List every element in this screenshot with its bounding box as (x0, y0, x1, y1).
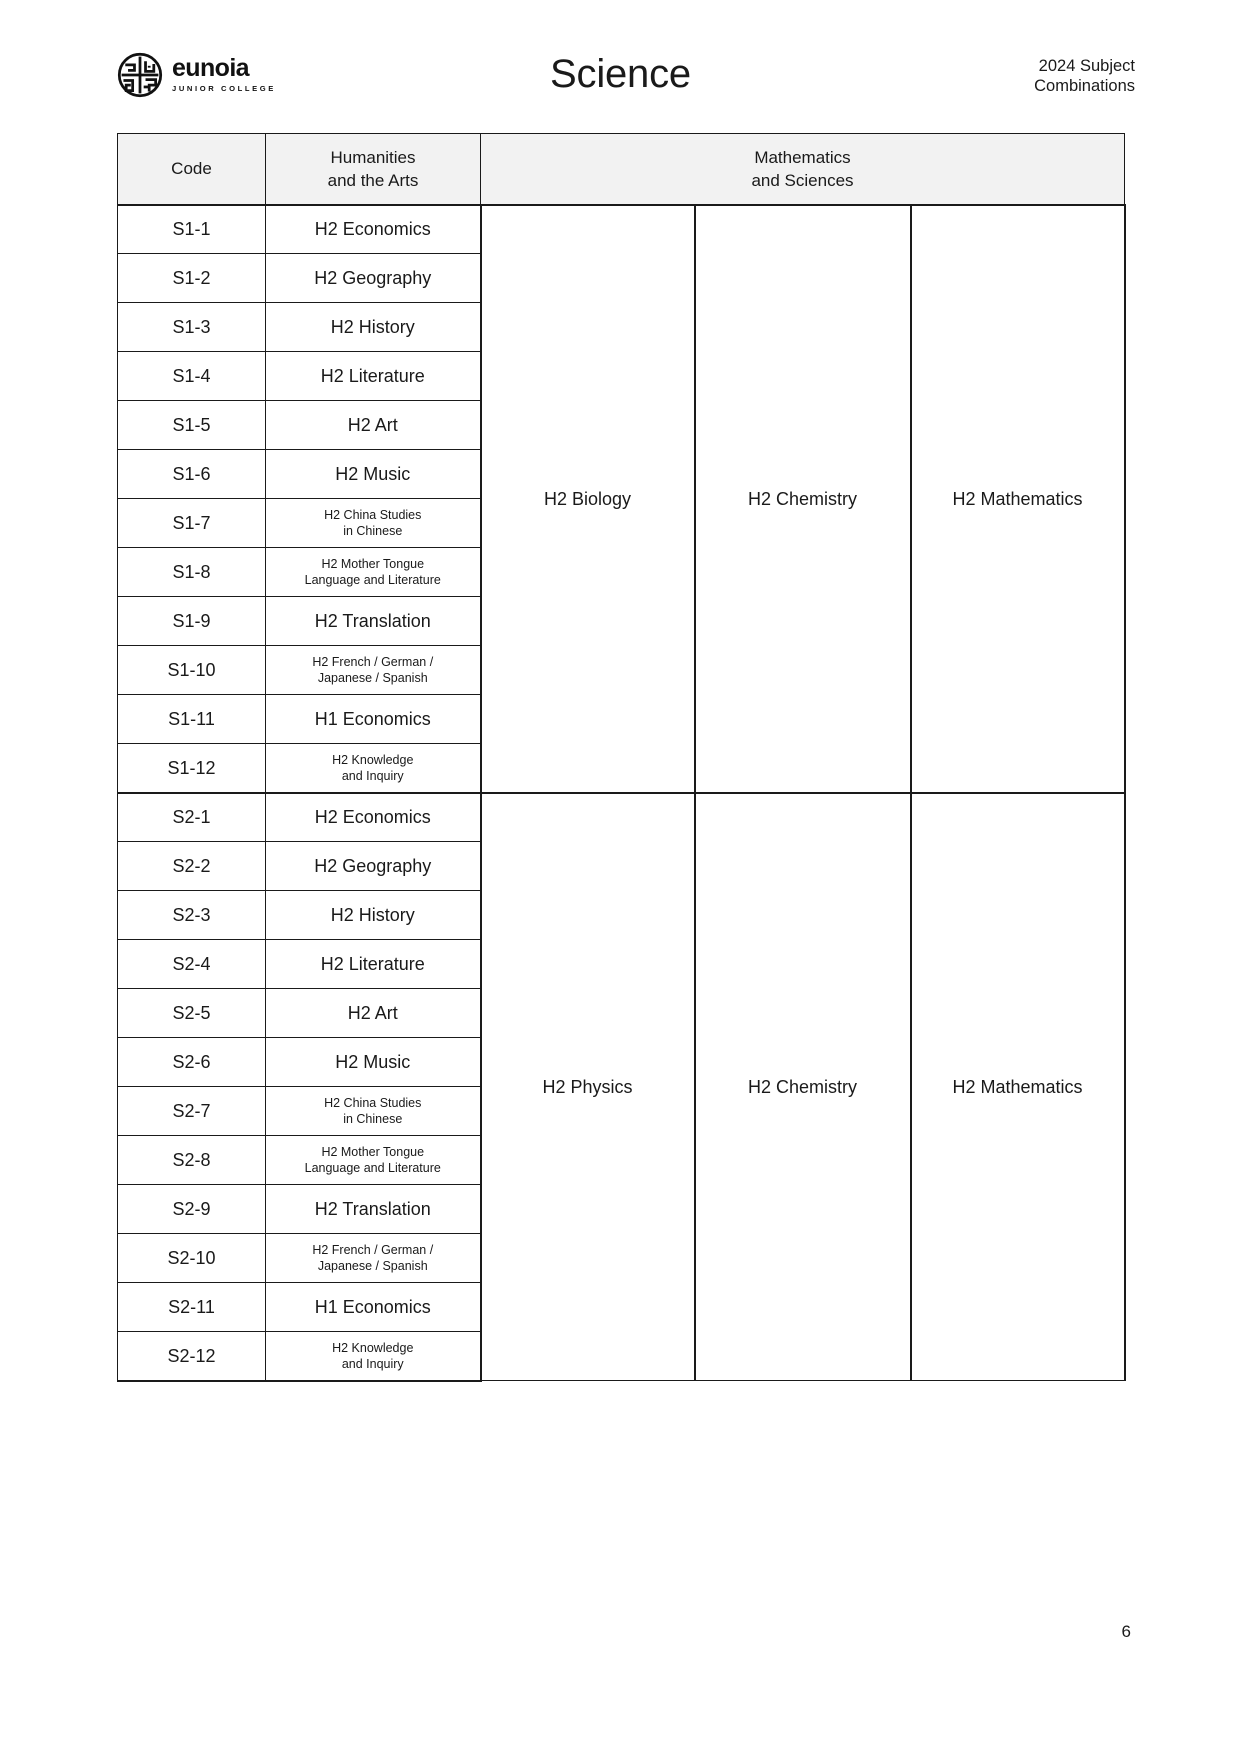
column-header-maths-sciences-line2: and Sciences (751, 170, 854, 190)
cell-humanities-subject: H2 Art (266, 989, 481, 1038)
brand-name: eunoia (172, 53, 249, 82)
table-row (118, 205, 1125, 254)
cell-code: S2-4 (118, 940, 266, 989)
document-meta (895, 56, 1135, 96)
cell-humanities-subject (266, 499, 481, 548)
cell-humanities-subject (266, 548, 481, 597)
cell-humanities-subject: H2 History (266, 303, 481, 352)
cell-code: S2-10 (118, 1234, 266, 1283)
cell-code: S1-10 (118, 646, 266, 695)
cell-science-subject: H2 Chemistry (695, 793, 911, 1381)
cell-humanities-subject: H2 Geography (266, 842, 481, 891)
cell-science-subject: H2 Biology (481, 205, 695, 793)
cell-humanities-subject (266, 646, 481, 695)
cell-code: S2-3 (118, 891, 266, 940)
subject-line-2: in Chinese (343, 1112, 403, 1126)
cell-science-subject: H2 Physics (481, 793, 695, 1381)
cell-humanities-subject (266, 1234, 481, 1283)
cell-science-subject: H2 Chemistry (695, 205, 911, 793)
cell-humanities-subject: H1 Economics (266, 695, 481, 744)
cell-science-subject: H2 Mathematics (911, 793, 1125, 1381)
cell-code: S2-6 (118, 1038, 266, 1087)
cell-humanities-subject (266, 1136, 481, 1185)
subject-line-1: H2 Mother Tongue (321, 557, 425, 571)
cell-humanities-subject: H2 Literature (266, 352, 481, 401)
cell-code: S1-7 (118, 499, 266, 548)
cell-humanities-subject (266, 744, 481, 793)
cell-code: S1-8 (118, 548, 266, 597)
subject-line-2: Language and Literature (304, 1161, 441, 1175)
cell-code: S1-1 (118, 205, 266, 254)
cell-code: S2-8 (118, 1136, 266, 1185)
cell-humanities-subject: H1 Economics (266, 1283, 481, 1332)
subject-line-2: in Chinese (343, 524, 403, 538)
subject-line-2: Language and Literature (304, 573, 441, 587)
cell-humanities-subject (266, 1087, 481, 1136)
meta-year-label: 2024 Subject (1038, 57, 1135, 75)
cell-code: S1-4 (118, 352, 266, 401)
table-head (118, 134, 1125, 205)
column-header-code: Code (118, 134, 266, 205)
meta-combinations-label: Combinations (1034, 77, 1135, 95)
page-title: Science (550, 52, 691, 96)
table-header-row (118, 134, 1125, 205)
cell-code: S1-12 (118, 744, 266, 793)
subject-line-1: H2 China Studies (324, 1096, 422, 1110)
cell-code: S2-1 (118, 793, 266, 842)
cell-code: S2-12 (118, 1332, 266, 1381)
cell-code: S2-11 (118, 1283, 266, 1332)
cell-humanities-subject: H2 Economics (266, 205, 481, 254)
brand-subtitle: JUNIOR COLLEGE (172, 83, 276, 93)
table-body (118, 205, 1125, 1381)
cell-code: S1-3 (118, 303, 266, 352)
subject-line-2: and Inquiry (341, 1356, 404, 1371)
cell-humanities-subject: H2 Geography (266, 254, 481, 303)
subject-line-1: H2 Mother Tongue (321, 1145, 425, 1159)
cell-code: S1-9 (118, 597, 266, 646)
page-header (0, 46, 1241, 116)
cell-code: S1-2 (118, 254, 266, 303)
cell-code: S2-5 (118, 989, 266, 1038)
subject-line-1: H2 French / German / (312, 655, 434, 669)
cell-humanities-subject: H2 Economics (266, 793, 481, 842)
subject-combinations-table (117, 133, 1126, 1382)
cell-humanities-subject: H2 Music (266, 1038, 481, 1087)
cell-humanities-subject: H2 Translation (266, 597, 481, 646)
subject-line-2: and Inquiry (341, 768, 404, 783)
cell-code: S1-11 (118, 695, 266, 744)
column-header-humanities (266, 134, 481, 205)
subject-line-2: Japanese / Spanish (317, 1259, 428, 1273)
subject-line-1: H2 China Studies (324, 508, 422, 522)
cell-code: S1-5 (118, 401, 266, 450)
column-header-humanities-line1: Humanities (330, 147, 416, 167)
cell-code: S2-9 (118, 1185, 266, 1234)
cell-humanities-subject: H2 Art (266, 401, 481, 450)
cell-code: S2-2 (118, 842, 266, 891)
cell-code: S1-6 (118, 450, 266, 499)
subject-line-2: Japanese / Spanish (317, 671, 428, 685)
cell-science-subject: H2 Mathematics (911, 205, 1125, 793)
cell-humanities-subject (266, 1332, 481, 1381)
cell-humanities-subject: H2 Music (266, 450, 481, 499)
cell-humanities-subject: H2 History (266, 891, 481, 940)
cell-humanities-subject: H2 Literature (266, 940, 481, 989)
column-header-maths-sciences-line1: Mathematics (754, 147, 851, 167)
cell-humanities-subject: H2 Translation (266, 1185, 481, 1234)
cell-code: S2-7 (118, 1087, 266, 1136)
column-header-maths-sciences (481, 134, 1125, 205)
subject-line-1: H2 Knowledge (332, 752, 414, 767)
subject-line-1: H2 Knowledge (332, 1340, 414, 1355)
column-header-humanities-line2: and the Arts (327, 170, 419, 190)
subject-line-1: H2 French / German / (312, 1243, 434, 1257)
page-number: 6 (1121, 1622, 1131, 1641)
table-row (118, 793, 1125, 842)
